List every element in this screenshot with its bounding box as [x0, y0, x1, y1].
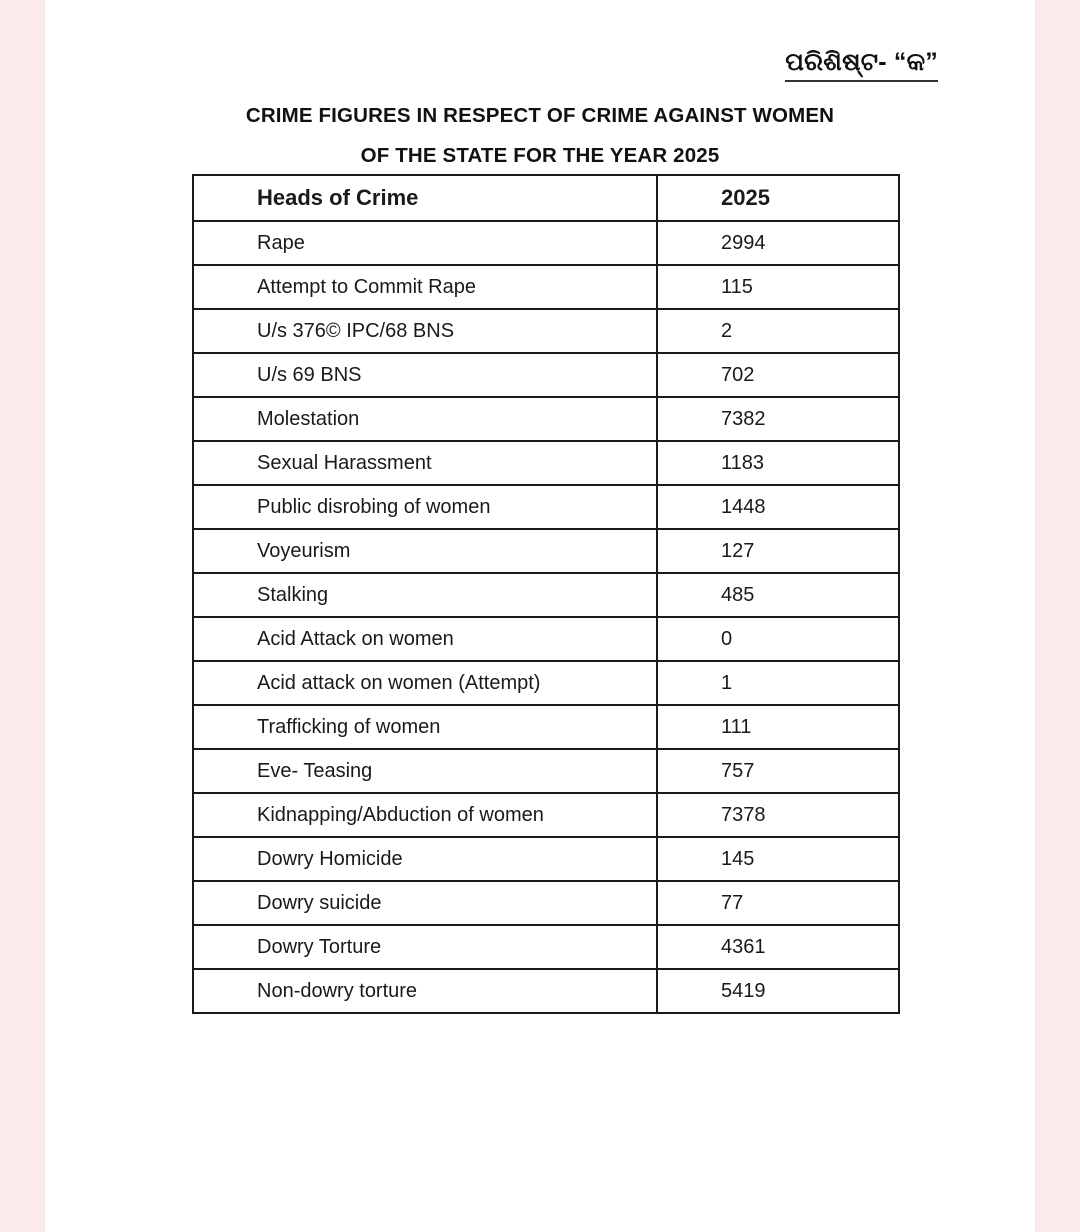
table-row: [193, 309, 899, 353]
cell-head-of-crime: Acid Attack on women: [193, 617, 657, 661]
table-row: [193, 485, 899, 529]
cell-crime-count: 1: [657, 661, 899, 705]
cell-head-of-crime: Acid attack on women (Attempt): [193, 661, 657, 705]
cell-crime-count: 145: [657, 837, 899, 881]
cell-head-of-crime: Trafficking of women: [193, 705, 657, 749]
table-row: [193, 529, 899, 573]
page-title-line-2: OF THE STATE FOR THE YEAR 2025: [360, 144, 720, 167]
cell-crime-count: 757: [657, 749, 899, 793]
cell-head-of-crime: U/s 376© IPC/68 BNS: [193, 309, 657, 353]
page-title-line-1: CRIME FIGURES IN RESPECT OF CRIME AGAINST WOMEN: [245, 104, 835, 127]
cell-crime-count: 1183: [657, 441, 899, 485]
table-row: [193, 397, 899, 441]
cell-crime-count: 2994: [657, 221, 899, 265]
table-header-row: [193, 175, 899, 221]
table-row: [193, 837, 899, 881]
cell-crime-count: 702: [657, 353, 899, 397]
cell-crime-count: 1448: [657, 485, 899, 529]
column-header-year: 2025: [657, 175, 899, 221]
crime-figures-table-container: [192, 174, 898, 1014]
cell-head-of-crime: U/s 69 BNS: [193, 353, 657, 397]
cell-head-of-crime: Public disrobing of women: [193, 485, 657, 529]
page-margin-right: [1035, 0, 1080, 1232]
table-header: [193, 175, 899, 221]
table-row: [193, 661, 899, 705]
cell-crime-count: 77: [657, 881, 899, 925]
cell-crime-count: 7378: [657, 793, 899, 837]
cell-crime-count: 7382: [657, 397, 899, 441]
cell-crime-count: 127: [657, 529, 899, 573]
cell-head-of-crime: Sexual Harassment: [193, 441, 657, 485]
cell-head-of-crime: Molestation: [193, 397, 657, 441]
cell-head-of-crime: Dowry suicide: [193, 881, 657, 925]
cell-head-of-crime: Stalking: [193, 573, 657, 617]
cell-crime-count: 111: [657, 705, 899, 749]
appendix-heading: [785, 48, 938, 82]
cell-crime-count: 2: [657, 309, 899, 353]
cell-head-of-crime: Eve- Teasing: [193, 749, 657, 793]
table-row: [193, 925, 899, 969]
cell-crime-count: 115: [657, 265, 899, 309]
table-row: [193, 441, 899, 485]
cell-head-of-crime: Voyeurism: [193, 529, 657, 573]
table-row: [193, 353, 899, 397]
page-margin-left: [0, 0, 45, 1232]
table-row: [193, 881, 899, 925]
cell-head-of-crime: Kidnapping/Abduction of women: [193, 793, 657, 837]
cell-head-of-crime: Rape: [193, 221, 657, 265]
document-page: [45, 0, 1035, 1232]
table-row: [193, 617, 899, 661]
table-row: [193, 221, 899, 265]
table-row: [193, 705, 899, 749]
appendix-label: ପରିଶିଷ୍ଟ- “କ”: [785, 48, 938, 82]
table-row: [193, 573, 899, 617]
crime-figures-table: [192, 174, 900, 1014]
column-header-heads-of-crime: Heads of Crime: [193, 175, 657, 221]
cell-head-of-crime: Attempt to Commit Rape: [193, 265, 657, 309]
table-row: [193, 749, 899, 793]
cell-crime-count: 5419: [657, 969, 899, 1013]
table-row: [193, 265, 899, 309]
cell-head-of-crime: Non-dowry torture: [193, 969, 657, 1013]
page-title: [45, 96, 1035, 176]
table-body: [193, 221, 899, 1013]
cell-head-of-crime: Dowry Homicide: [193, 837, 657, 881]
table-row: [193, 969, 899, 1013]
cell-crime-count: 4361: [657, 925, 899, 969]
table-row: [193, 793, 899, 837]
cell-head-of-crime: Dowry Torture: [193, 925, 657, 969]
cell-crime-count: 0: [657, 617, 899, 661]
cell-crime-count: 485: [657, 573, 899, 617]
